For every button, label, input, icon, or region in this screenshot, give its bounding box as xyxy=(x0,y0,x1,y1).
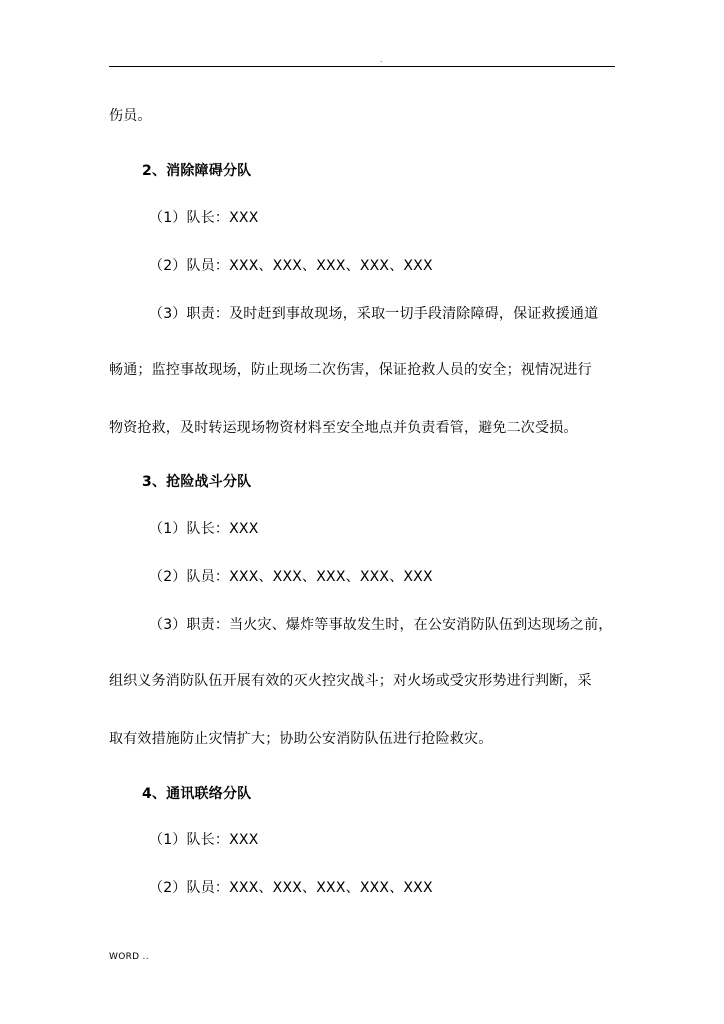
team-members-line: （2）队员：XXX、XXX、XXX、XXX、XXX xyxy=(149,569,433,585)
duties-line: （3）职责：及时赶到事故现场，采取一切手段清除障碍，保证救援通道 xyxy=(149,306,599,322)
body-line-continuation: 伤员。 xyxy=(109,108,152,124)
duties-line: （3）职责：当火灾、爆炸等事故发生时，在公安消防队伍到达现场之前， xyxy=(149,617,613,633)
team-members-line: （2）队员：XXX、XXX、XXX、XXX、XXX xyxy=(149,258,433,274)
team-leader-line: （1）队长：XXX xyxy=(149,832,259,848)
team-members-line: （2）队员：XXX、XXX、XXX、XXX、XXX xyxy=(149,880,433,896)
duties-line-continued: 组织义务消防队伍开展有效的灭火控灾战斗；对火场或受灾形势进行判断，采 xyxy=(109,673,592,689)
duties-line-continued: 畅通；监控事故现场，防止现场二次伤害，保证抢救人员的安全；视情况进行 xyxy=(109,362,592,378)
header-rule xyxy=(109,66,615,67)
team-leader-line: （1）队长：XXX xyxy=(149,521,259,537)
section-heading-rescue-combat: 3、抢险战斗分队 xyxy=(142,474,252,490)
section-heading-obstacle-clearing: 2、消除障碍分队 xyxy=(142,163,252,179)
duties-line-continued: 物资抢救，及时转运现场物资材料至安全地点并负责看管，避免二次受损。 xyxy=(109,420,578,436)
header-mark: . xyxy=(380,55,383,64)
duties-line-continued: 取有效措施防止灾情扩大；协助公安消防队伍进行抢险救灾。 xyxy=(109,731,493,747)
section-heading-communications: 4、通讯联络分队 xyxy=(142,786,252,802)
team-leader-line: （1）队长：XXX xyxy=(149,210,259,226)
footer-label: WORD .. xyxy=(109,952,149,962)
